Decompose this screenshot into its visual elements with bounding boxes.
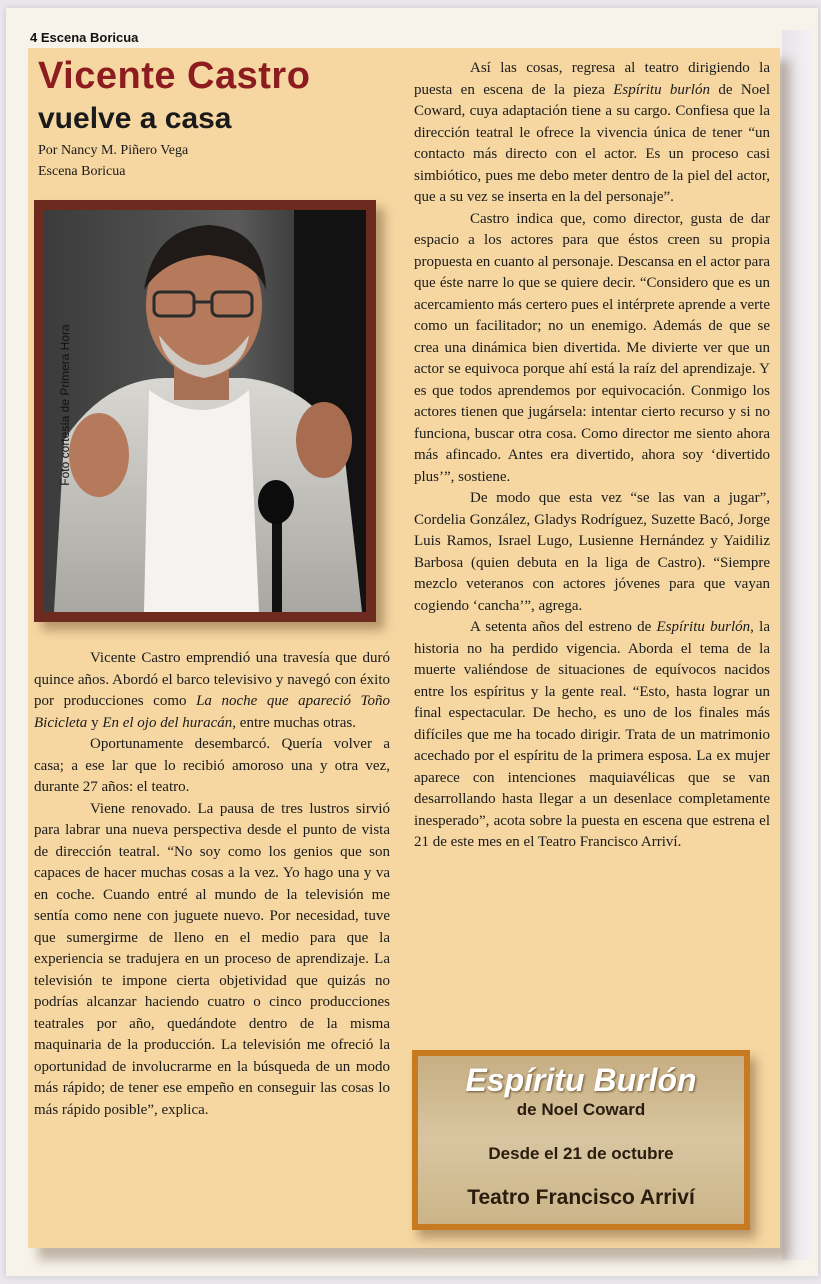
byline-publication: Escena Boricua xyxy=(38,164,126,179)
paragraph: A setenta años del estreno de Espíritu burlón, la historia no ha perdido vigencia. Aborda el tema de la muerte valiéndose de situaciones de equívocos nacidos entre los espíritus y la gente real. “Esto, hasta lograr un final espectacular. De hecho, es uno de los finales más difíciles que me ha tocado dirigir. Trata de un matrimonio acechado por el espíritu de la primera esposa. La ex mujer aparece con intenciones maquiavélicas que se van desarrollando hasta llegar a un desenlace completamente inesperado”, acota sobre la puesta en escena que estrena el 21 de este mes en el Teatro Francisco Arriví. xyxy=(414,619,770,850)
page-edge xyxy=(782,30,812,1260)
photo-frame xyxy=(34,200,376,622)
play-advertisement xyxy=(412,1050,750,1230)
paragraph: Así las cosas, regresa al teatro dirigiendo la puesta en escena de la pieza Espíritu burlón de Noel Coward, cuya adaptación tiene a su cargo. Confiesa que la dirección teatral le ofrece la vivencia única de tener “un contacto más directo con el actor. Es un proceso casi simbiótico, pues me debo meter dentro de la piel del actor, que a su vez se inserta en la del personaje”. xyxy=(414,60,770,205)
section-label: 4 Escena Boricua xyxy=(30,30,139,45)
article-subtitle: vuelve a casa xyxy=(38,102,232,135)
portrait-photo xyxy=(44,210,366,612)
paragraph: De modo que esta vez “se las van a jugar”, Cordelia González, Gladys Rodríguez, Suzette Bacó, Jorge Luis Ramos, Israel Lugo, Lusienne Hernández y Yaidiliz Barbosa (quien debuta en la liga de Castro). “Siempre mezclo veteranos con actores jóvenes para que vayan cogiendo ‘cancha’”, agrega. xyxy=(414,490,770,614)
work-title: En el ojo del huracán xyxy=(102,714,233,731)
work-title: Espíritu burlón xyxy=(656,619,751,635)
ad-box xyxy=(418,1056,744,1224)
ad-date: Desde el 21 de octubre xyxy=(488,1144,674,1163)
paragraph: Vicente Castro emprendió una travesía que duró quince años. Abordó el barco televisivo y navegó con éxito por producciones como La noche que apareció Toño Bicicleta y En el ojo del huracán, entre muchas otras. xyxy=(34,650,390,731)
work-title: La noche que apareció Toño Bicicleta xyxy=(34,693,390,731)
article-column-left xyxy=(34,648,390,1121)
work-title: Espíritu burlón xyxy=(613,81,710,98)
ad-title: Espíritu Burlón xyxy=(465,1062,697,1098)
byline-author: Por Nancy M. Piñero Vega xyxy=(38,143,189,158)
article-title: Vicente Castro xyxy=(38,55,311,97)
ad-venue: Teatro Francisco Arriví xyxy=(467,1186,695,1209)
paragraph: Castro indica que, como director, gusta de dar espacio a los actores para que éstos creen su propia propuesta en cuanto al personaje. Descansa en el actor para que éste narre lo que se quiere decir. “Considero que es un acercamiento más certero pues el intérprete aprende a verte como un facilitador; no un enemigo. Además de que se crea una dinámica bien divertida. Me divierte ver que un actor se equivoca porque ahí está la raíz del aprendizaje. Y es que todos aprendemos por equivocación. Conmigo los actores tienen que jugársela: intentar cierto recurso y si no funciona, buscar otra cosa. Como director me siento ahora más afincado. Antes era divertido, ahora soy ‘divertido plus’”, sostiene. xyxy=(414,210,770,485)
paragraph: Viene renovado. La pausa de tres lustros sirvió para labrar una nueva perspectiva desde el punto de vista de dirección teatral. “No soy como los genios que son capaces de hacer muchas cosas a la vez. Yo hago una y va en coche. Cuando entré al mundo de la televisión me sentía como nene con juguete nuevo. Por necesidad, tuve que sumergirme de lleno en el medio para que la experiencia se tradujera en un proceso de aprendizaje. La televisión te impone cierta objetividad que quizás no podrías alcanzar haciendo cuatro o cinco producciones teatrales por año, quedándote dentro de la misma maquinaria de la producción. La televisión me ofreció la oportunidad de involucrarme en la búsqueda de un modo más rápido; de tener ese empeño en conseguir las cosas lo más rápido posible”, explica. xyxy=(34,800,390,1118)
paragraph: Oportunamente desembarcó. Quería volver a casa; a ese lar que lo recibió amoroso una y otra vez, durante 27 años: el teatro. xyxy=(34,736,390,795)
article-column-right xyxy=(414,58,770,854)
portrait-illustration xyxy=(44,210,366,612)
byline xyxy=(38,140,188,182)
photo-credit: Foto cortesía de Primera Hora xyxy=(58,324,72,486)
ad-author: de Noel Coward xyxy=(516,1100,646,1119)
